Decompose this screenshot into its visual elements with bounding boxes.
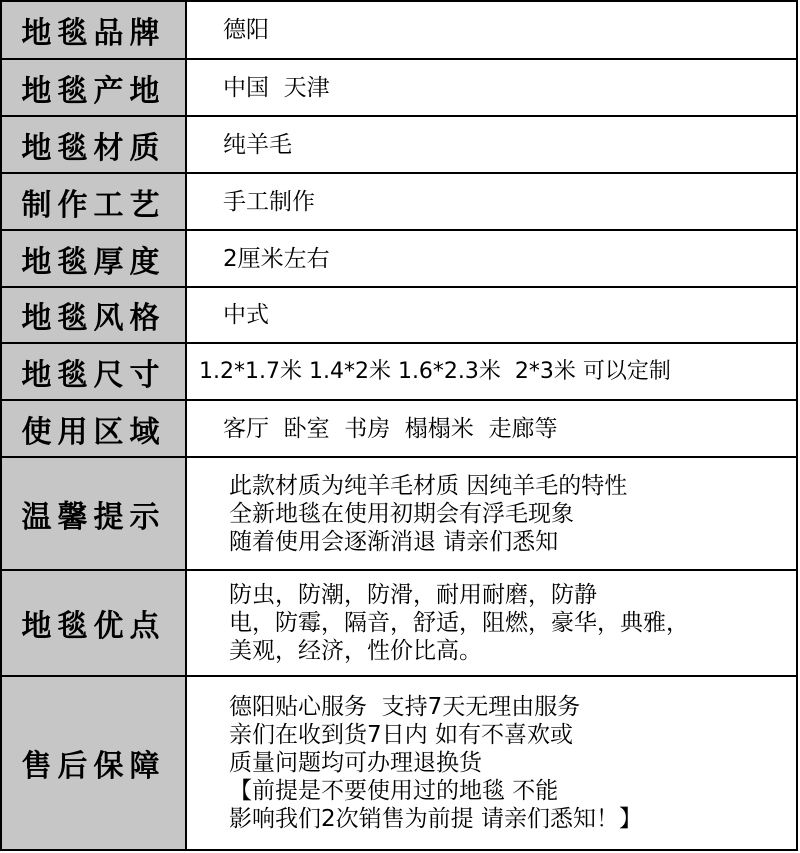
value-line: 德阳 [223,17,269,43]
value-tips [187,458,798,569]
row-style [2,288,798,344]
label-usage: 使用区域 [2,401,187,456]
value-line: 纯羊毛 [223,131,292,158]
label-origin: 地毯产地 [2,60,187,115]
label-style: 地毯风格 [2,288,187,342]
value-size [187,344,798,399]
row-advantages [2,571,798,677]
value-aftersales [187,677,798,849]
row-craft [2,174,798,231]
value-line: 此款材质为纯羊毛材质 因纯羊毛的特性 [229,472,628,499]
value-thickness [187,231,798,286]
value-advantages [187,571,798,675]
value-craft [187,174,798,229]
value-origin [187,60,798,115]
value-line: 德阳贴心服务 支持7天无理由服务 [229,694,581,720]
value-brand [187,2,798,58]
value-line: 美观，经济，性价比高。 [229,638,482,664]
value-line: 客厅 卧室 书房 榻榻米 走廊等 [223,415,558,442]
row-brand [2,2,798,60]
label-material: 地毯材质 [2,117,187,172]
value-line: 质量问题均可办理退换货 [229,750,482,776]
row-aftersales [2,677,798,849]
value-line: 1.2*1.7米 1.4*2米 1.6*2.3米 2*3米 可以定制 [199,358,671,384]
value-line: 随着使用会逐渐消退 请亲们悉知 [229,528,559,555]
label-craft: 制作工艺 [2,174,187,229]
value-line: 中式 [223,302,269,328]
value-line: 中国 天津 [223,74,330,101]
label-advantages: 地毯优点 [2,571,187,675]
row-origin [2,60,798,117]
value-line: 影响我们2次销售为前提 请亲们悉知！】 [229,806,642,832]
value-usage [187,401,798,456]
value-line: 手工制作 [223,188,315,215]
label-aftersales: 售后保障 [2,677,187,849]
value-line: 防虫，防潮，防滑，耐用耐磨，防静 [229,582,597,608]
row-usage [2,401,798,458]
value-line: 电，防霉，隔音，舒适，阻燃，豪华，典雅， [229,610,689,636]
row-thickness [2,231,798,288]
value-style [187,288,798,342]
row-material [2,117,798,174]
row-size [2,344,798,401]
value-line: 【前提是不要使用过的地毯 不能 [229,778,559,804]
value-line: 亲们在收到货7日内 如有不喜欢或 [229,722,573,748]
value-material [187,117,798,172]
label-tips: 温馨提示 [2,458,187,569]
label-thickness: 地毯厚度 [2,231,187,286]
label-brand: 地毯品牌 [2,2,187,58]
row-tips [2,458,798,571]
value-line: 2厘米左右 [223,245,330,272]
value-line: 全新地毯在使用初期会有浮毛现象 [229,500,574,527]
label-size: 地毯尺寸 [2,344,187,399]
